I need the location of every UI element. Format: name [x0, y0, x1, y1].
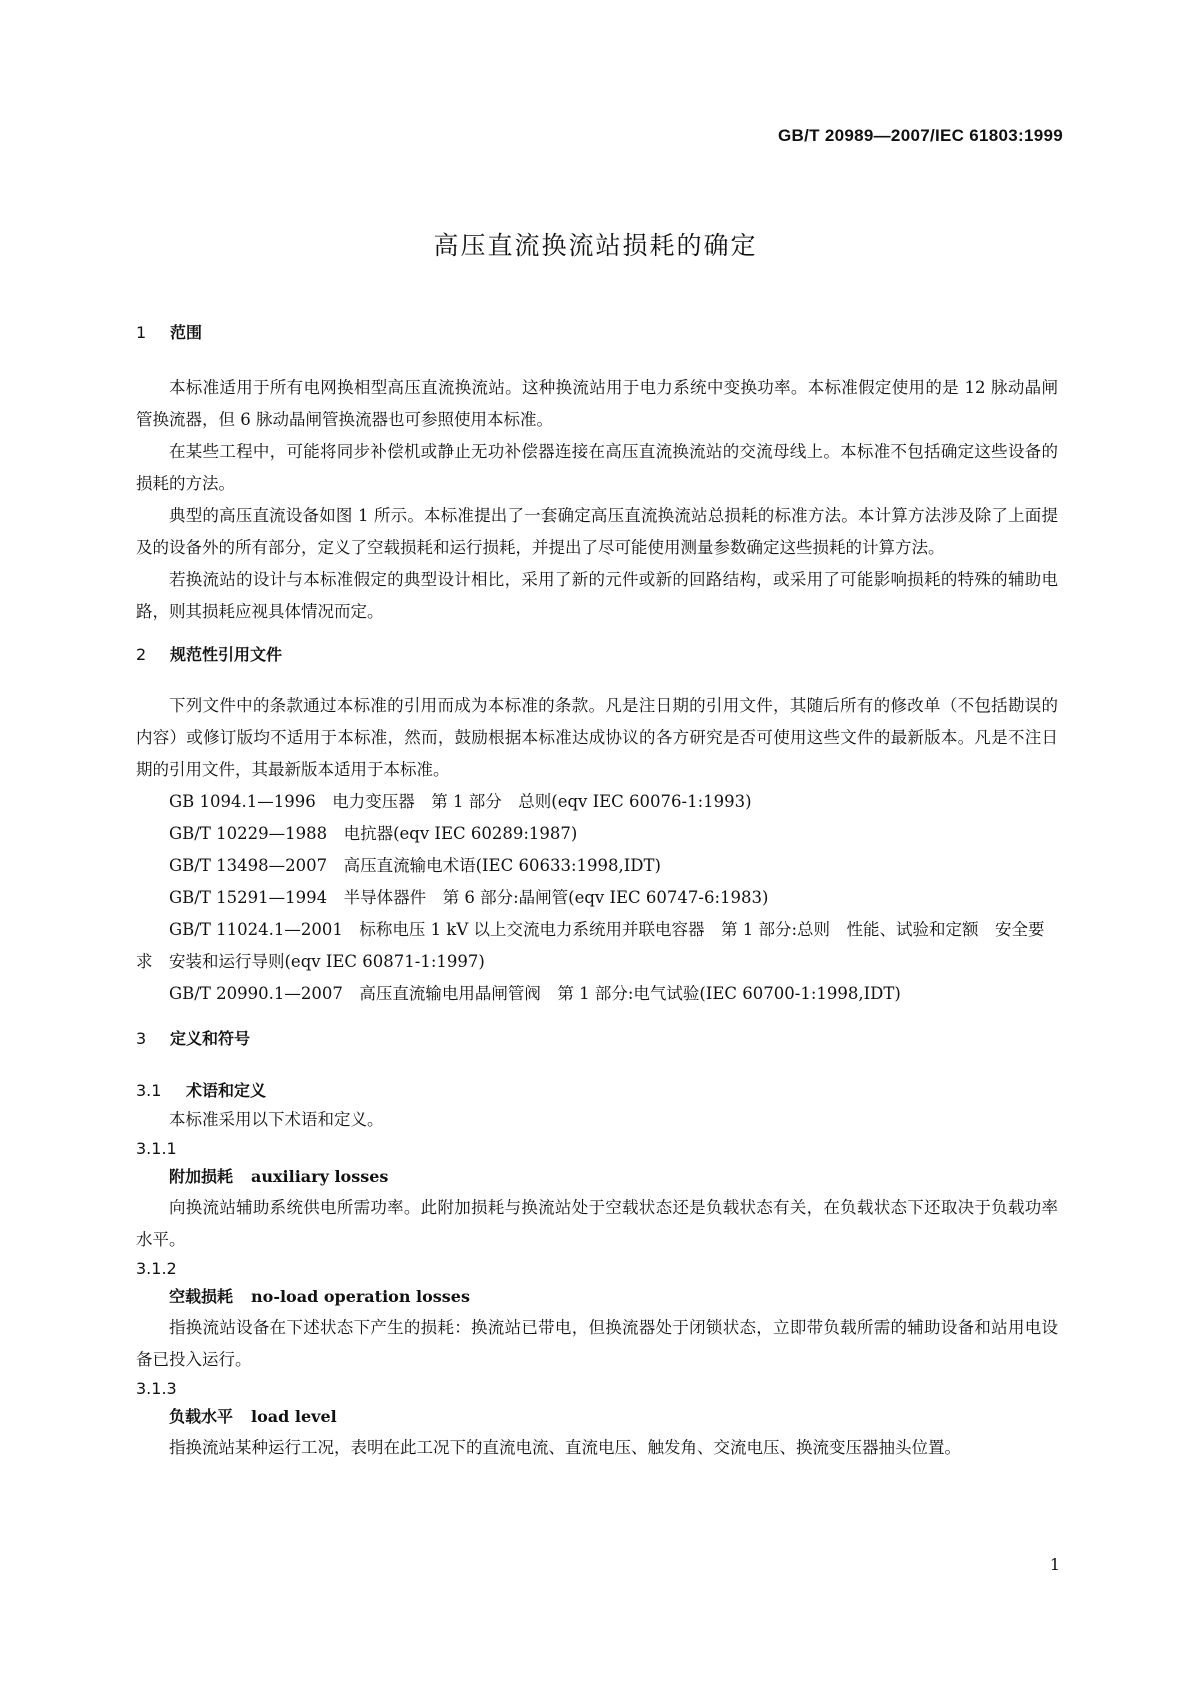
term-en: load level — [251, 1407, 337, 1426]
reference-item: GB/T 20990.1—2007 高压直流输电用晶闸管阀 第 1 部分:电气试验(IEC 60700-1:1998,IDT) — [169, 984, 901, 1003]
paragraph: 典型的高压直流设备如图 1 所示。本标准提出了一套确定高压直流换流站总损耗的标准方法。本计算方法涉及除了上面提及的设备外的所有部分，定义了空载损耗和运行损耗，并提出了尽可能使用测量参数确定这些损耗的计算方法。 — [136, 506, 1058, 557]
term-definition: 指换流站设备在下述状态下产生的损耗：换流站已带电，但换流器处于闭锁状态，立即带负载所需的辅助设备和站用电设备已投入运行。 — [136, 1318, 1058, 1369]
term-number: 3.1.1 — [136, 1139, 177, 1158]
section-title: 范围 — [170, 323, 203, 342]
term-zh: 附加损耗 — [169, 1167, 234, 1186]
section-heading-3 — [136, 1026, 1058, 1064]
section-title: 定义和符号 — [170, 1029, 251, 1048]
term-zh: 空载损耗 — [169, 1287, 234, 1306]
document-title: 高压直流换流站损耗的确定 — [433, 231, 758, 260]
page-number: 1 — [1049, 1555, 1060, 1574]
term-en: no-load operation losses — [251, 1287, 470, 1306]
reference-item: GB/T 15291—1994 半导体器件 第 6 部分:晶闸管(eqv IEC 60747-6:1983) — [169, 888, 769, 907]
paragraph: 下列文件中的条款通过本标准的引用而成为本标准的条款。凡是注日期的引用文件，其随后所有的修改单（不包括勘误的内容）或修订版均不适用于本标准，然而，鼓励根据本标准达成协议的各方研究是否可使用这些文件的最新版本。凡是不注日期的引用文件，其最新版本适用于本标准。 — [136, 696, 1058, 779]
subsection-title: 术语和定义 — [186, 1081, 267, 1100]
section-number: 2 — [136, 645, 147, 664]
term-number: 3.1.3 — [136, 1379, 177, 1398]
section-heading-2 — [136, 642, 1058, 682]
paragraph: 若换流站的设计与本标准假定的典型设计相比，采用了新的元件或新的回路结构，或采用了可能影响损耗的特殊的辅助电路，则其损耗应视具体情况而定。 — [136, 570, 1058, 621]
paragraph: 本标准采用以下术语和定义。 — [169, 1110, 384, 1129]
subsection-heading-3-1 — [136, 1078, 1058, 1104]
subsection-number: 3.1 — [136, 1081, 162, 1100]
paragraph: 在某些工程中，可能将同步补偿机或静止无功补偿器连接在高压直流换流站的交流母线上。本标准不包括确定这些设备的损耗的方法。 — [136, 442, 1058, 493]
document-body — [136, 320, 1058, 1464]
term-definition: 指换流站某种运行工况，表明在此工况下的直流电流、直流电压、触发角、交流电压、换流变压器抽头位置。 — [169, 1438, 961, 1457]
reference-item: GB/T 10229—1988 电抗器(eqv IEC 60289:1987) — [169, 824, 578, 843]
reference-item: GB/T 13498—2007 高压直流输电术语(IEC 60633:1998,IDT) — [169, 856, 661, 875]
reference-item: GB/T 11024.1—2001 标称电压 1 kV 以上交流电力系统用并联电容器 第 1 部分:总则 性能、试验和定额 安全要求 安装和运行导则(eqv IEC 60871-1:1997) — [136, 920, 1045, 971]
paragraph: 本标准适用于所有电网换相型高压直流换流站。这种换流站用于电力系统中变换功率。本标准假定使用的是 12 脉动晶闸管换流器，但 6 脉动晶闸管换流器也可参照使用本标准。 — [136, 378, 1058, 429]
term-definition: 向换流站辅助系统供电所需功率。此附加损耗与换流站处于空载状态还是负载状态有关，在负载状态下还取决于负载功率水平。 — [136, 1198, 1058, 1249]
term-zh: 负载水平 — [169, 1407, 234, 1426]
section-title: 规范性引用文件 — [170, 645, 283, 664]
section-number: 1 — [136, 323, 147, 342]
term-en: auxiliary losses — [251, 1167, 389, 1186]
section-heading-1 — [136, 320, 1058, 360]
term-entry — [136, 1162, 1058, 1192]
term-entry — [136, 1402, 1058, 1432]
term-number: 3.1.2 — [136, 1259, 177, 1278]
reference-item: GB 1094.1—1996 电力变压器 第 1 部分 总则(eqv IEC 60076-1:1993) — [169, 792, 752, 811]
term-entry — [136, 1282, 1058, 1312]
standard-number: GB/T 20989—2007/IEC 61803:1999 — [778, 126, 1063, 145]
section-number: 3 — [136, 1029, 147, 1048]
